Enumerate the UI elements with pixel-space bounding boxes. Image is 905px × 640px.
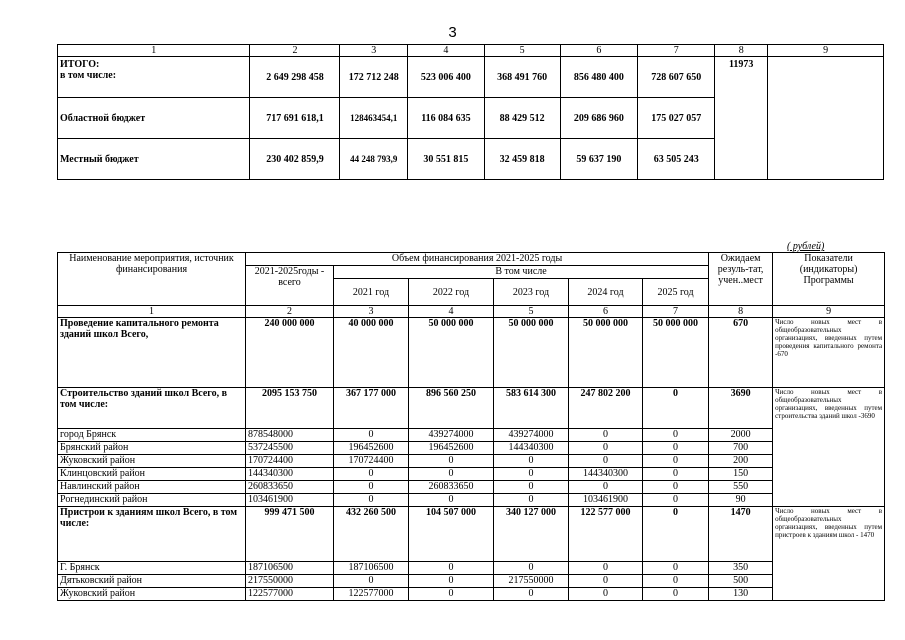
- col-number: 7: [643, 306, 709, 318]
- cell-result: 150: [709, 468, 773, 481]
- cell-value: 0: [643, 494, 709, 507]
- cell-result: 550: [709, 481, 773, 494]
- cell-value: 999 471 500: [246, 507, 334, 562]
- table-row: [58, 494, 885, 507]
- cell-value: 50 000 000: [643, 318, 709, 388]
- col-number: 6: [569, 306, 643, 318]
- cell-value: 196452600: [334, 442, 409, 455]
- cell-value: 144340300: [494, 442, 569, 455]
- cell-value: 2 649 298 458: [250, 57, 340, 98]
- header-year: 2021 год: [334, 279, 409, 306]
- cell-value: 0: [569, 575, 643, 588]
- col-number: 8: [715, 45, 768, 57]
- col-number: 8: [709, 306, 773, 318]
- summary-table: [57, 44, 884, 180]
- header-row-1: [58, 253, 885, 266]
- cell-value: 116 084 635: [408, 98, 485, 139]
- col-number: 1: [58, 45, 250, 57]
- cell-value: 144340300: [246, 468, 334, 481]
- table-row: [58, 442, 885, 455]
- col-number: 5: [494, 306, 569, 318]
- cell-value: 728 607 650: [638, 57, 715, 98]
- col-number: 3: [340, 45, 408, 57]
- cell-value: 0: [334, 429, 409, 442]
- cell-value: 583 614 300: [494, 388, 569, 429]
- cell-value: 175 027 057: [638, 98, 715, 139]
- cell-value: 40 000 000: [334, 318, 409, 388]
- cell-value: 432 260 500: [334, 507, 409, 562]
- units-note: ( рублей): [787, 241, 825, 252]
- row-name: город Брянск: [58, 429, 246, 442]
- cell-result: 200: [709, 455, 773, 468]
- cell-value: 439274000: [409, 429, 494, 442]
- cell-value: 187106500: [334, 562, 409, 575]
- cell-value: 0: [643, 562, 709, 575]
- cell-value: 368 491 760: [484, 57, 560, 98]
- cell-result: 700: [709, 442, 773, 455]
- cell-value: 0: [334, 575, 409, 588]
- table-row: [58, 575, 885, 588]
- cell-value: 0: [643, 481, 709, 494]
- cell-value: 0: [643, 588, 709, 601]
- col-number: 5: [484, 45, 560, 57]
- col-number: 7: [638, 45, 715, 57]
- cell-value: 0: [494, 481, 569, 494]
- table-row: [58, 481, 885, 494]
- cell-value: 0: [409, 562, 494, 575]
- cell-result: 670: [709, 318, 773, 388]
- cell-value: 0: [494, 588, 569, 601]
- cell-value: 122 577 000: [569, 507, 643, 562]
- cell-value: 104 507 000: [409, 507, 494, 562]
- cell-value: 230 402 859,9: [250, 139, 340, 180]
- cell-result: 350: [709, 562, 773, 575]
- row-name: Брянский район: [58, 442, 246, 455]
- cell-value: 170724400: [246, 455, 334, 468]
- section-row-annexes: [58, 507, 885, 562]
- row-name: Дятьковский район: [58, 575, 246, 588]
- header-total: 2021-2025годы - всего: [246, 266, 334, 306]
- header-year: 2022 год: [409, 279, 494, 306]
- total-result: 11973: [715, 57, 768, 180]
- cell-value: 856 480 400: [560, 57, 638, 98]
- cell-result: 90: [709, 494, 773, 507]
- cell-result: 130: [709, 588, 773, 601]
- cell-value: 0: [643, 575, 709, 588]
- cell-value: 0: [569, 588, 643, 601]
- header-expected: Ожидаем резуль-тат, учен..мест: [709, 253, 773, 306]
- cell-value: 217550000: [494, 575, 569, 588]
- cell-value: 247 802 200: [569, 388, 643, 429]
- cell-value: 0: [334, 468, 409, 481]
- table-row: [58, 468, 885, 481]
- header-volume: Объем финансирования 2021-2025 годы: [246, 253, 709, 266]
- col-number: 1: [58, 306, 246, 318]
- cell-value: 0: [569, 429, 643, 442]
- cell-value: 217550000: [246, 575, 334, 588]
- cell-value: 144340300: [569, 468, 643, 481]
- cell-value: 172 712 248: [340, 57, 408, 98]
- cell-value: 187106500: [246, 562, 334, 575]
- header-name: Наименование мероприятия, источник финансирования: [58, 253, 246, 306]
- col-number: 3: [334, 306, 409, 318]
- cell-value: 122577000: [246, 588, 334, 601]
- cell-result: 500: [709, 575, 773, 588]
- empty-cell: [768, 57, 884, 180]
- cell-value: 0: [409, 588, 494, 601]
- cell-value: 0: [569, 481, 643, 494]
- cell-value: 0: [569, 442, 643, 455]
- indicator-text: Число новых мест в общеобразовательных организациях, введенных путем проведения капитального ремонта -670: [773, 318, 885, 388]
- cell-value: 196452600: [409, 442, 494, 455]
- cell-value: 0: [494, 494, 569, 507]
- cell-value: 88 429 512: [484, 98, 560, 139]
- cell-value: 63 505 243: [638, 139, 715, 180]
- cell-value: 878548000: [246, 429, 334, 442]
- row-label: ИТОГО: в том числе:: [58, 57, 250, 98]
- section-title: Проведение капитального ремонта зданий школ Всего,: [58, 318, 246, 388]
- row-name: Г. Брянск: [58, 562, 246, 575]
- cell-value: 0: [643, 468, 709, 481]
- cell-value: 260833650: [246, 481, 334, 494]
- cell-value: 896 560 250: [409, 388, 494, 429]
- cell-value: 0: [409, 455, 494, 468]
- table-row: [58, 455, 885, 468]
- cell-value: 103461900: [569, 494, 643, 507]
- col-number: 4: [409, 306, 494, 318]
- cell-value: 0: [643, 388, 709, 429]
- col-number: 9: [773, 306, 885, 318]
- header-year: 2025 год: [643, 279, 709, 306]
- section-row-capital-repair: [58, 318, 885, 388]
- row-name: Навлинский район: [58, 481, 246, 494]
- cell-value: 32 459 818: [484, 139, 560, 180]
- row-name: Клинцовский район: [58, 468, 246, 481]
- col-number: 9: [768, 45, 884, 57]
- table-row: [58, 588, 885, 601]
- row-label: Местный бюджет: [58, 139, 250, 180]
- cell-value: 209 686 960: [560, 98, 638, 139]
- section-title: Строительство зданий школ Всего, в том числе:: [58, 388, 246, 429]
- cell-value: 0: [409, 494, 494, 507]
- table-row: [58, 429, 885, 442]
- cell-value: 0: [494, 455, 569, 468]
- col-number: 4: [408, 45, 485, 57]
- cell-value: 0: [334, 494, 409, 507]
- section-title: Пристрои к зданиям школ Всего, в том числе:: [58, 507, 246, 562]
- header-year: 2024 год: [569, 279, 643, 306]
- cell-value: 0: [643, 455, 709, 468]
- cell-value: 103461900: [246, 494, 334, 507]
- cell-value: 367 177 000: [334, 388, 409, 429]
- cell-value: 30 551 815: [408, 139, 485, 180]
- table-row: [58, 562, 885, 575]
- cell-value: 260833650: [409, 481, 494, 494]
- col-number: 2: [246, 306, 334, 318]
- cell-result: 2000: [709, 429, 773, 442]
- cell-value: 439274000: [494, 429, 569, 442]
- cell-value: 2095 153 750: [246, 388, 334, 429]
- cell-value: 537245500: [246, 442, 334, 455]
- cell-value: 170724400: [334, 455, 409, 468]
- cell-value: 240 000 000: [246, 318, 334, 388]
- summary-row-total: [58, 57, 884, 98]
- header-indicators: Показатели (индикаторы) Программы: [773, 253, 885, 306]
- cell-value: 59 637 190: [560, 139, 638, 180]
- header-in-that: В том числе: [334, 266, 709, 279]
- cell-value: 0: [409, 468, 494, 481]
- col-number: 6: [560, 45, 638, 57]
- cell-value: 50 000 000: [409, 318, 494, 388]
- row-name: Жуковский район: [58, 455, 246, 468]
- summary-col-numbers: [58, 45, 884, 57]
- cell-value: 717 691 618,1: [250, 98, 340, 139]
- cell-value: 50 000 000: [494, 318, 569, 388]
- cell-value: 0: [409, 575, 494, 588]
- cell-value: 122577000: [334, 588, 409, 601]
- cell-value: 0: [643, 429, 709, 442]
- section-row-construction: [58, 388, 885, 429]
- cell-value: 0: [643, 442, 709, 455]
- cell-value: 44 248 793,9: [340, 139, 408, 180]
- row-name: Рогнединский район: [58, 494, 246, 507]
- cell-value: 0: [494, 468, 569, 481]
- row-label: Областной бюджет: [58, 98, 250, 139]
- indicator-text: Число новых мест в общеобразовательных организациях, введенных путем строительства зданий школ -3690: [773, 388, 885, 507]
- indicator-text: Число новых мест в общеобразовательных организациях, введенных путем пристроев к зданиям школ - 1470: [773, 507, 885, 601]
- cell-result: 1470: [709, 507, 773, 562]
- cell-value: 523 006 400: [408, 57, 485, 98]
- cell-value: 0: [494, 562, 569, 575]
- cell-value: 0: [334, 481, 409, 494]
- cell-value: 128463454,1: [340, 98, 408, 139]
- cell-value: 0: [643, 507, 709, 562]
- cell-value: 0: [569, 455, 643, 468]
- cell-value: 50 000 000: [569, 318, 643, 388]
- col-numbers-row: [58, 306, 885, 318]
- row-name: Жуковский район: [58, 588, 246, 601]
- col-number: 2: [250, 45, 340, 57]
- cell-value: 0: [569, 562, 643, 575]
- cell-result: 3690: [709, 388, 773, 429]
- header-year: 2023 год: [494, 279, 569, 306]
- financing-table: [57, 252, 885, 601]
- cell-value: 340 127 000: [494, 507, 569, 562]
- page-number: 3: [448, 24, 457, 41]
